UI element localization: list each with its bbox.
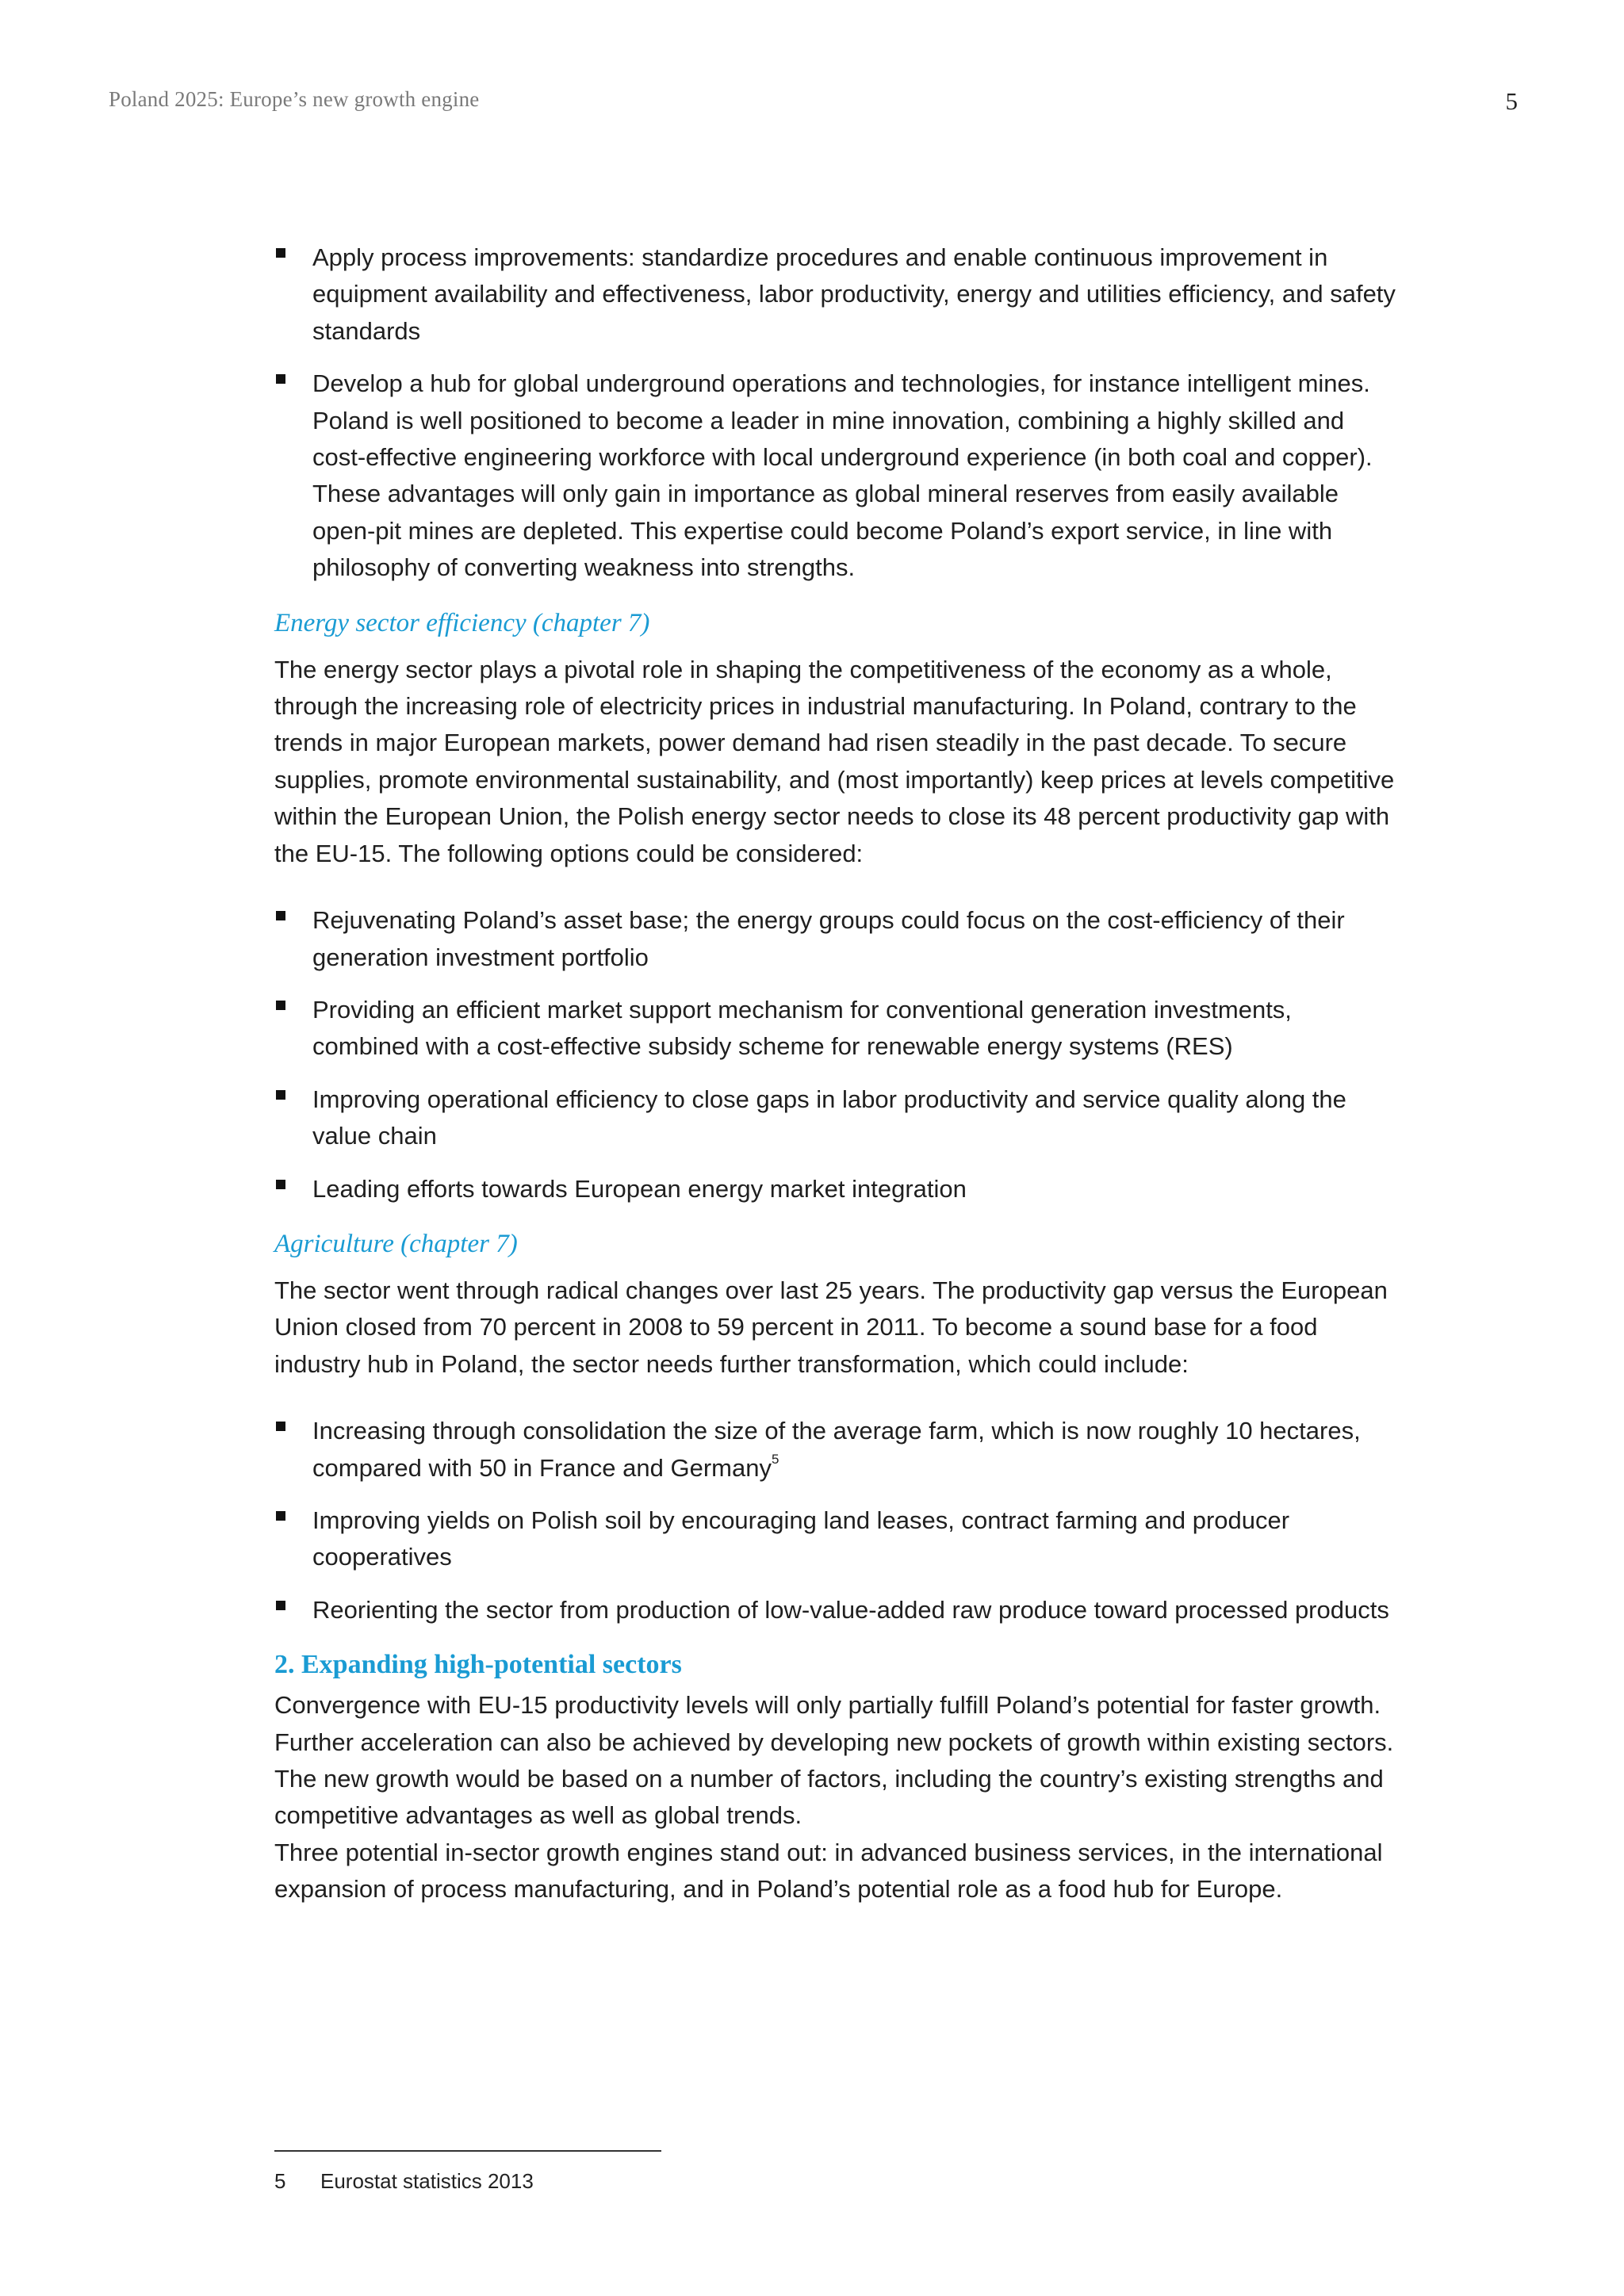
bullet-square-icon (276, 1511, 285, 1521)
running-title: Poland 2025: Europe’s new growth engine (109, 87, 480, 111)
bullet-square-icon (276, 374, 285, 384)
list-item: Increasing through consolidation the size of the average farm, which is now roughly 10 hectares, compared with 50 in France and Germany$^5$ (274, 1413, 1400, 1487)
list-item: Rejuvenating Poland’s asset base; the energy groups could focus on the cost-efficiency of their generation investment portfolio (274, 902, 1400, 976)
footnote-reference: 5 (771, 1452, 779, 1468)
intro-bullet-list (274, 239, 1400, 587)
footnote-number: 5 (274, 2169, 286, 2193)
bullet-square-icon (276, 1601, 285, 1610)
bullet-square-icon (276, 911, 285, 920)
list-item: Apply process improvements: standardize procedures and enable continuous improvement in equipment availability and effectiveness, labor productivity, energy and utilities efficiency, and safety standards (274, 239, 1400, 350)
agriculture-paragraph: The sector went through radical changes over last 25 years. The productivity gap versus the European Union closed from 70 percent in 2008 to 59 percent in 2011. To become a sound base for a food industry hub in Poland, the sector needs further transformation, which could include: (274, 1276, 1388, 1378)
main-content (274, 239, 1400, 1908)
list-item: Leading efforts towards European energy market integration (274, 1171, 1400, 1207)
bullet-square-icon (276, 1180, 285, 1189)
agriculture-bullet-list (274, 1413, 1400, 1628)
list-item: Providing an efficient market support mechanism for conventional generation investments, combined with a cost-effective subsidy scheme for renewable energy systems (RES) (274, 992, 1400, 1066)
list-item: Improving operational efficiency to close gaps in labor productivity and service quality along the value chain (274, 1081, 1400, 1155)
bullet-square-icon (276, 248, 285, 258)
list-item: Reorienting the sector from production of low-value-added raw produce toward processed products (274, 1592, 1400, 1628)
page-number: 5 (1505, 87, 1518, 115)
energy-paragraph: The energy sector plays a pivotal role in shaping the competitiveness of the economy as a whole, through the increasing role of electricity prices in industrial manufacturing. In Poland, contrary to the trends in major European markets, power demand had risen steadily in the past decade. To secure supplies, promote environmental sustainability, and (most importantly) keep prices at levels competitive within the European Union, the Polish energy sector needs to close its 48 percent productivity gap with the EU-15. The following options could be considered: (274, 655, 1395, 867)
footnote-text: Eurostat statistics 2013 (320, 2169, 534, 2193)
bullet-square-icon (276, 1001, 285, 1010)
list-item: Improving yields on Polish soil by encouraging land leases, contract farming and producer cooperatives (274, 1502, 1400, 1576)
energy-bullet-list (274, 902, 1400, 1207)
bullet-square-icon (276, 1090, 285, 1100)
footnote-divider (274, 2150, 661, 2152)
expanding-paragraph-2: Three potential in-sector growth engines stand out: in advanced business services, in the international expansion of process manufacturing, and in Poland’s potential role as a food hub for Europe. (274, 1838, 1383, 1904)
footnote (274, 2169, 534, 2194)
expanding-paragraph-1: Convergence with EU-15 productivity levels will only partially fulfill Poland’s potential for faster growth. Further acceleration can also be achieved by developing new pockets of growth within existing sectors. The new growth would be based on a number of factors, including the country’s existing strengths and competitive advantages as well as global trends. (274, 1691, 1394, 1830)
expanding-sectors-heading: 2. Expanding high-potential sectors (274, 1650, 682, 1680)
list-item: Develop a hub for global underground operations and technologies, for instance intelligent mines. Poland is well positioned to become a leader in mine innovation, combining a highly skilled and cost-effective engineering workforce with local underground experience (in both coal and copper). These advantages will only gain in importance as global mineral reserves from easily available open-pit mines are depleted. This expertise could become Poland’s export service, in line with philosophy of converting weakness into strengths. (274, 365, 1400, 586)
bullet-square-icon (276, 1422, 285, 1431)
energy-section-title: Energy sector efficiency (chapter 7) (274, 608, 650, 637)
agriculture-section-title: Agriculture (chapter 7) (274, 1229, 518, 1258)
